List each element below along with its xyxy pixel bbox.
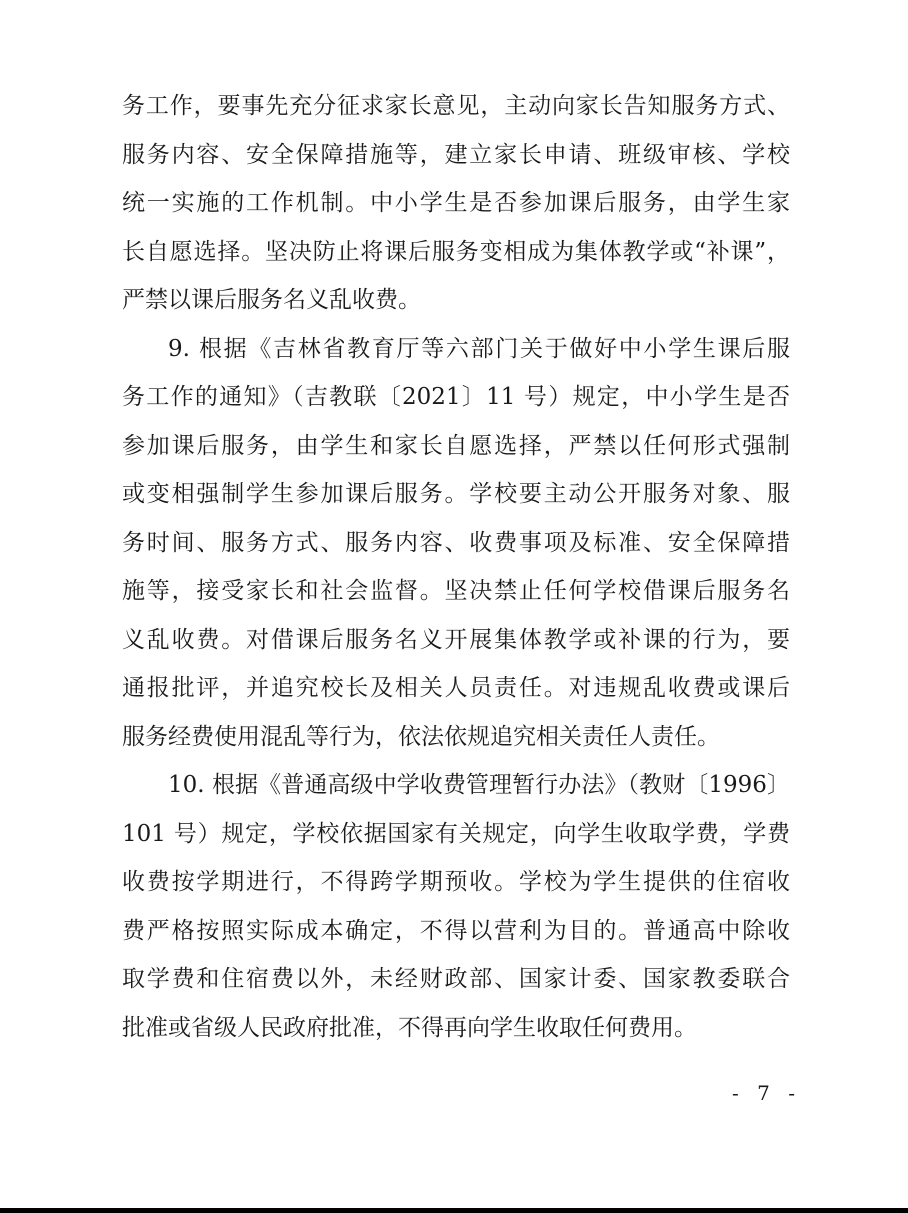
body-text	[122, 82, 790, 1052]
text-line: 取学费和住宿费以外，未经财政部、国家计委、国家教委联合	[122, 966, 790, 992]
text-line: 参加课后服务，由学生和家长自愿选择，严禁以任何形式强制	[122, 432, 790, 459]
page-number: - 7 -	[732, 1081, 801, 1105]
text-line: 务时间、服务方式、服务内容、收费事项及标准、安全保障措	[122, 529, 790, 556]
paragraph-10-start: 10. 根据《普通高级中学收费管理暂行办法》（教财〔1996〕	[168, 772, 790, 798]
text-line: 施等，接受家长和社会监督。坚决禁止任何学校借课后服务名	[122, 578, 790, 604]
text-line: 费严格按照实际成本确定，不得以营利为目的。普通高中除收	[122, 917, 790, 944]
text-line: 批准或省级人民政府批准，不得再向学生收取任何费用。	[122, 1014, 697, 1041]
text-line: 严禁以课后服务名义乱收费。	[122, 287, 421, 313]
bottom-border	[0, 1208, 908, 1213]
text-line: 通报批评，并追究校长及相关人员责任。对违规乱收费或课后	[122, 675, 790, 701]
text-line: 服务经费使用混乱等行为，依法依规追究相关责任人责任。	[122, 723, 720, 750]
text-line: 义乱收费。对借课后服务名义开展集体教学或补课的行为，要	[122, 626, 790, 653]
text-line: 长自愿选择。坚决防止将课后服务变相成为集体教学或“补课”，	[122, 238, 790, 265]
text-line: 统一实施的工作机制。中小学生是否参加课后服务，由学生家	[122, 190, 790, 216]
paragraph-9-start: 9. 根据《吉林省教育厅等六部门关于做好中小学生课后服	[168, 335, 790, 362]
text-line: 或变相强制学生参加课后服务。学校要主动公开服务对象、服	[122, 481, 790, 507]
text-line: 务工作的通知》（吉教联〔2021〕11 号）规定，中小学生是否	[122, 384, 790, 410]
text-line: 服务内容、安全保障措施等，建立家长申请、班级审核、学校	[122, 141, 790, 168]
text-line: 务工作，要事先充分征求家长意见，主动向家长告知服务方式、	[122, 93, 790, 119]
text-line: 101 号）规定，学校依据国家有关规定，向学生收取学费，学费	[122, 820, 790, 847]
text-line: 收费按学期进行，不得跨学期预收。学校为学生提供的住宿收	[122, 869, 790, 895]
